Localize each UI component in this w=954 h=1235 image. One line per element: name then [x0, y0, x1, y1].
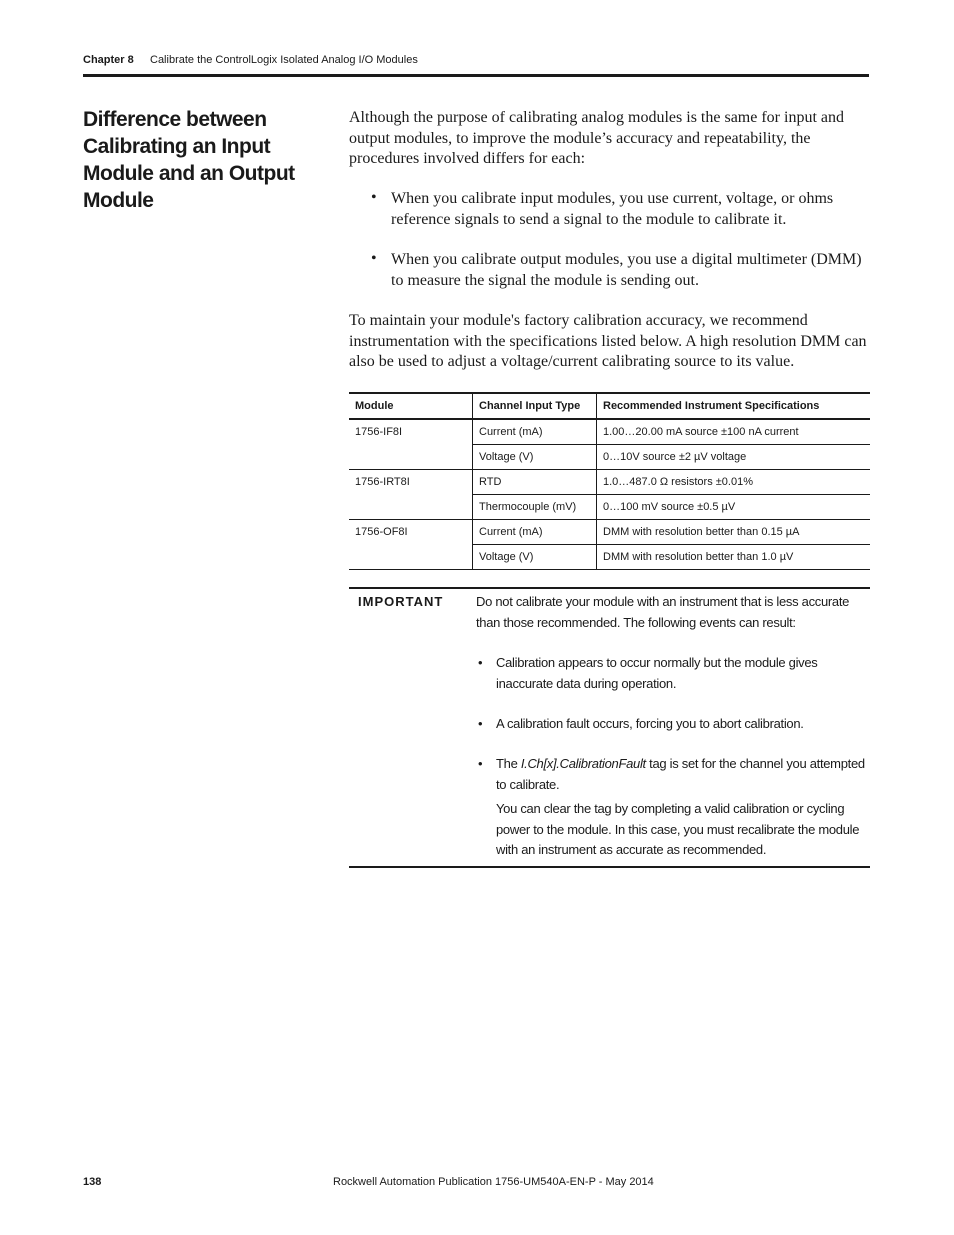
type-cell: Current (mA) [473, 520, 597, 545]
important-item: • The I.Ch[x].CalibrationFault tag is set for the channel you attempted to calibrate. [478, 756, 865, 792]
important-top-rule [349, 587, 870, 589]
table-row [349, 520, 870, 545]
module-cell: 1756-OF8I [355, 526, 408, 538]
section-title: Difference between Calibrating an Input Module and an Output Module [83, 108, 295, 212]
important-lead: Do not calibrate your module with an instrument that is less accurate than those recommended. The following events can result: [476, 594, 850, 630]
table-header-row [349, 393, 870, 419]
type-cell: Voltage (V) [473, 445, 597, 470]
type-cell: Voltage (V) [473, 545, 597, 570]
spec-cell: 1.0…487.0 Ω resistors ±0.01% [597, 470, 871, 495]
bullet-dot: • [478, 756, 483, 771]
column-header: Recommended Instrument Specifications [597, 393, 871, 419]
spec-cell: 0…100 mV source ±0.5 µV [597, 495, 871, 520]
bullet-dot: • [371, 189, 377, 206]
type-cell: Thermocouple (mV) [473, 495, 597, 520]
important-item: • Calibration appears to occur normally but the module gives inaccurate data during operation. [478, 655, 818, 691]
calibration-spec-table [349, 392, 870, 570]
chapter-title: Calibrate the ControlLogix Isolated Analog I/O Modules [150, 54, 418, 66]
important-note: You can clear the tag by completing a valid calibration or cycling power to the module. In this case, you must recalibrate the module with an instrument as accurate as recommended. [496, 801, 860, 857]
table-row [349, 419, 870, 445]
table-row [349, 470, 870, 495]
important-label: IMPORTANT [358, 594, 444, 609]
page-footer [83, 1176, 869, 1196]
page-header [83, 52, 869, 72]
column-header: Channel Input Type [473, 393, 597, 419]
tag-name: I.Ch[x].CalibrationFault [520, 756, 646, 771]
spec-cell: DMM with resolution better than 1.0 µV [597, 545, 871, 570]
module-cell: 1756-IRT8I [355, 476, 410, 488]
spec-cell: 1.00…20.00 mA source ±100 nA current [597, 419, 871, 445]
bullet-dot: • [478, 655, 483, 670]
bullet-dot: • [478, 716, 483, 731]
page-number: 138 [83, 1176, 102, 1188]
recommend-paragraph: To maintain your module's factory calibration accuracy, we recommend instrumentation with the specifications listed below. A high resolution DMM can also be used to adjust a voltage/current calibrating source to its value. [349, 312, 867, 370]
header-rule [83, 74, 869, 77]
bullet-item: • When you calibrate output modules, you use a digital multimeter (DMM) to measure the signal the module is sending out. [371, 250, 862, 289]
spec-cell: DMM with resolution better than 0.15 µA [597, 520, 871, 545]
column-header: Module [355, 400, 394, 412]
bullet-item: • When you calibrate input modules, you use current, voltage, or ohms reference signals to send a signal to the module to calibrate it. [371, 189, 834, 228]
type-cell: Current (mA) [473, 419, 597, 445]
type-cell: RTD [473, 470, 597, 495]
publication-info: Rockwell Automation Publication 1756-UM540A-EN-P - May 2014 [333, 1176, 654, 1188]
spec-cell: 0…10V source ±2 µV voltage [597, 445, 871, 470]
module-cell: 1756-IF8I [355, 426, 403, 438]
important-item: • A calibration fault occurs, forcing you to abort calibration. [476, 714, 870, 735]
important-bottom-rule [349, 866, 870, 868]
bullet-dot: • [371, 250, 377, 267]
intro-paragraph: Although the purpose of calibrating analog modules is the same for input and output modules, to improve the module’s accuracy and repeatability, the procedures involved differs for each: [349, 109, 844, 167]
chapter-label: Chapter 8 [83, 54, 134, 66]
